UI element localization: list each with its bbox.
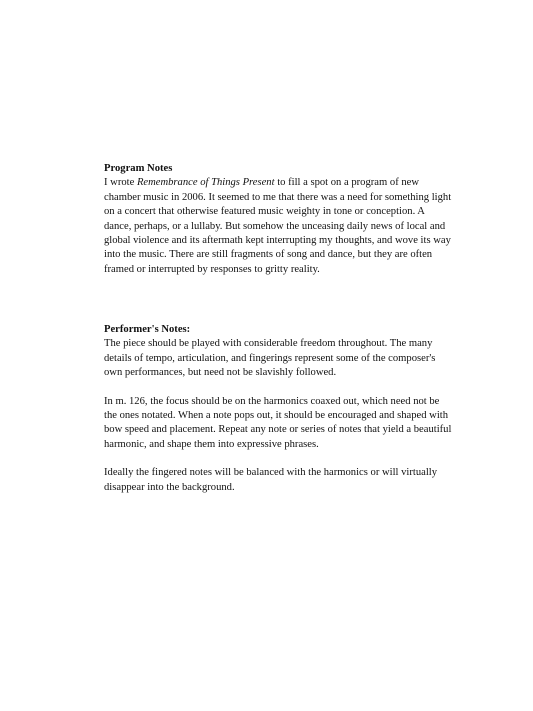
performer-notes-paragraph-1 (104, 337, 444, 380)
paragraph-line: disappear into the background. (104, 481, 235, 493)
piece-title: Remembrance of Things Present (136, 177, 275, 189)
performer-notes-heading: Performer's Notes: (104, 324, 191, 335)
performer-notes-paragraph-3 (104, 466, 444, 495)
program-notes-line-4: dance, perhaps, or a lullaby. But somehow the unceasing daily news of local and (104, 220, 446, 232)
paragraph-line: bow speed and placement. Repeat any note or series of notes that yield a beautiful (104, 424, 452, 436)
paragraph-line: own performances, but need not be slavishly followed. (104, 367, 337, 379)
paragraph-line: In m. 126, the focus should be on the harmonics coaxed out, which need not be (104, 395, 440, 407)
performer-notes-section (104, 323, 452, 495)
paragraph-line: details of tempo, articulation, and fingerings represent some of the composer's (104, 352, 436, 364)
program-notes-heading: Program Notes (104, 163, 173, 174)
line-text-post: to fill a spot on a program of new (274, 177, 420, 189)
program-notes-line-7: framed or interrupted by responses to gritty reality. (104, 263, 320, 275)
program-notes-line-6: into the music. There are still fragments of song and dance, but they are often (104, 249, 433, 261)
paragraph-line: The piece should be played with considerable freedom throughout. The many (104, 338, 433, 350)
program-notes-line-3: on a concert that otherwise featured music weighty in tone or conception. A (104, 206, 425, 218)
paragraph-line: Ideally the fingered notes will be balanced with the harmonics or will virtually (104, 467, 438, 479)
program-notes-line-1 (104, 176, 444, 190)
program-notes-paragraph (104, 176, 452, 277)
program-notes-line-2: chamber music in 2006. It seemed to me that there was a need for something light (104, 191, 452, 203)
program-notes-section (104, 162, 452, 277)
paragraph-line: harmonic, and shape them into expressive phrases. (104, 438, 319, 450)
performer-notes-paragraph-2 (104, 395, 452, 453)
program-notes-line-5: global violence and its aftermath kept interrupting my thoughts, and wove its way (104, 235, 451, 247)
line-text-pre: I wrote (104, 177, 137, 189)
paragraph-line: the ones notated. When a note pops out, it should be encouraged and shaped with (104, 410, 449, 422)
